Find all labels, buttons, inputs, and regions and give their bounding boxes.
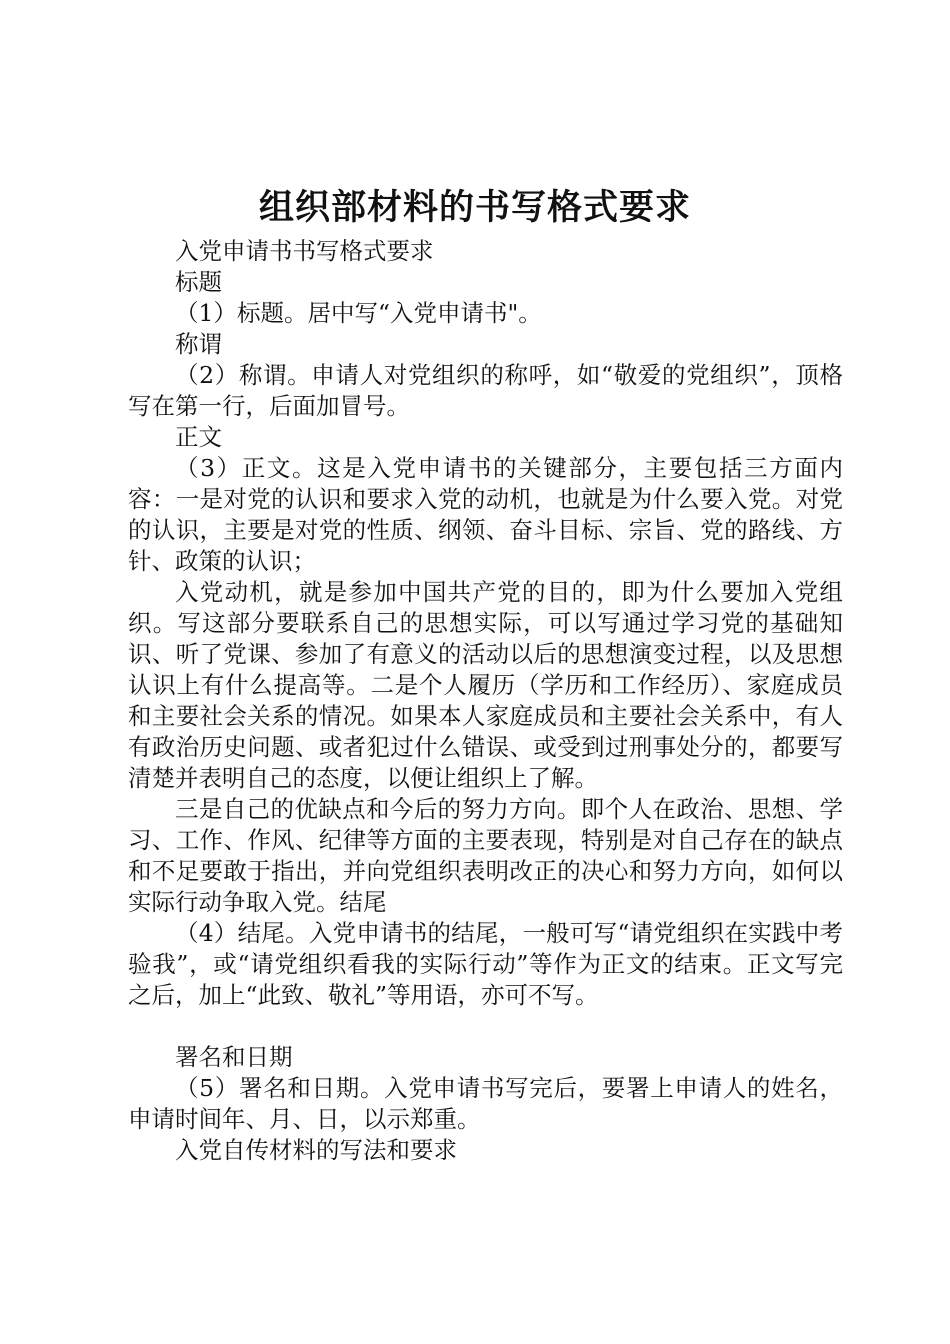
- document-title: 组织部材料的书写格式要求: [258, 188, 691, 228]
- paragraph-strengths-weaknesses: 三是自己的优缺点和今后的努力方向。即个人在政治、思想、学习、工作、作风、纪律等方面的主要表现，特别是对自己存在的缺点和不足要敢于指出，并向党组织表明改正的决心和努力方向，如何以实际行动争取入党。结尾: [128, 795, 843, 916]
- paragraph-title-rule: （1）标题。居中写“入党申请书"。: [175, 299, 542, 327]
- document-body: [128, 236, 843, 1166]
- paragraph-label-body: 正文: [175, 423, 222, 451]
- paragraph-heading-application: 入党申请书书写格式要求: [175, 237, 434, 265]
- paragraph-label-salutation: 称谓: [175, 330, 222, 358]
- paragraph-signature-rule: （5）署名和日期。入党申请书写完后，要署上申请人的姓名，申请时间年、月、日，以示郑重。: [128, 1074, 843, 1133]
- paragraph-closing-rule: （4）结尾。入党申请书的结尾，一般可写“请党组织在实践中考验我”，或“请党组织看我的实际行动”等作为正文的结束。正文写完之后，加上“此致、敬礼”等用语，亦可不写。: [128, 919, 843, 1009]
- paragraph-label-title: 标题: [175, 268, 222, 296]
- paragraph-body-rule: （3）正文。这是入党申请书的关键部分，主要包括三方面内容：一是对党的认识和要求入党的动机，也就是为什么要入党。对党的认识，主要是对党的性质、纲领、奋斗目标、宗旨、党的路线、方针、政策的认识；: [128, 454, 843, 575]
- paragraph-heading-autobiography: 入党自传材料的写法和要求: [175, 1136, 457, 1164]
- paragraph-label-signature: 署名和日期: [175, 1043, 293, 1071]
- paragraph-motivation: 入党动机，就是参加中国共产党的目的，即为什么要加入党组织。写这部分要联系自己的思想实际，可以写通过学习党的基础知识、听了党课、参加了有意义的活动以后的思想演变过程，以及思想认识上有什么提高等。二是个人履历（学历和工作经历）、家庭成员和主要社会关系的情况。如果本人家庭成员和主要社会关系中，有人有政治历史问题、或者犯过什么错误、或受到过刑事处分的，都要写清楚并表明自己的态度，以便让组织上了解。: [128, 578, 843, 792]
- paragraph-salutation-rule: （2）称谓。申请人对党组织的称呼，如“敬爱的党组织”，顶格写在第一行，后面加冒号。: [128, 361, 843, 420]
